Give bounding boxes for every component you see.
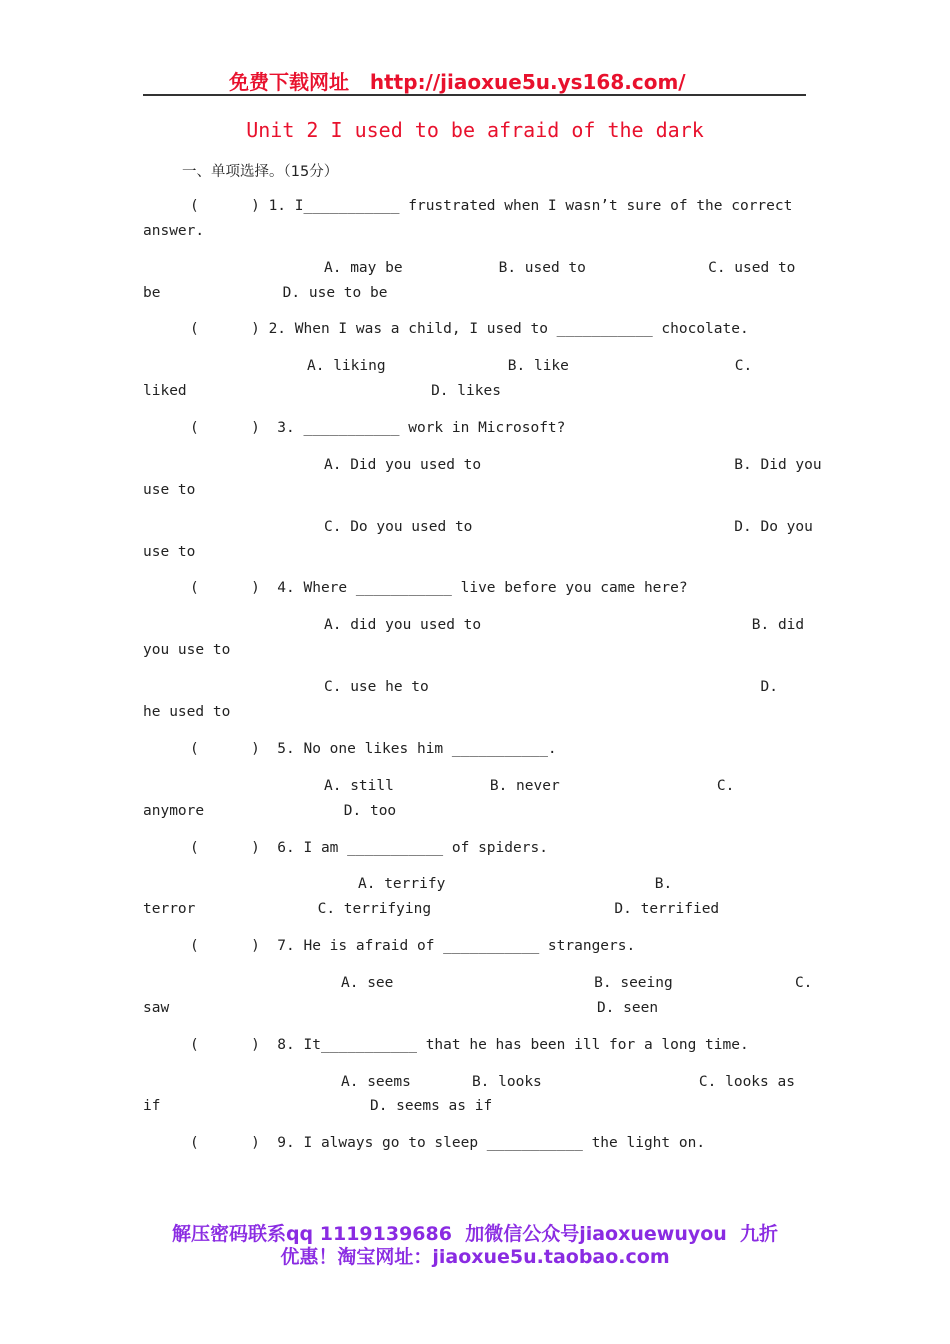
question-8-options: A. seems B. looks C. looks as: [341, 1074, 795, 1090]
question-7: ( ) 7. He is afraid of ___________ strangers.: [190, 938, 636, 954]
question-6-options: A. terrify B.: [358, 876, 673, 892]
footer-contact: 解压密码联系qq 1119139686 加微信公众号jiaoxuewuyou 九折: [171, 1223, 779, 1245]
page-title: Unit 2 I used to be afraid of the dark: [246, 118, 704, 142]
footer-taobao-link[interactable]: 优惠！淘宝网址：jiaoxue5u.taobao.com: [280, 1246, 670, 1268]
question-4: ( ) 4. Where ___________ live before you came here?: [190, 580, 688, 596]
question-7-options-cont: saw D. seen: [143, 1000, 659, 1016]
question-6-options-cont: terror C. terrifying D. terrified: [143, 901, 720, 917]
question-2: ( ) 2. When I was a child, I used to ___________ chocolate.: [190, 321, 749, 337]
question-9: ( ) 9. I always go to sleep ___________ the light on.: [190, 1135, 706, 1151]
question-6: ( ) 6. I am ___________ of spiders.: [190, 840, 548, 856]
question-7-options: A. see B. seeing C.: [341, 975, 813, 991]
question-2-options: A. liking B. like C.: [307, 358, 753, 374]
question-4-options-cd-cont: he used to: [143, 704, 231, 720]
question-4-options-ab-cont: you use to: [143, 642, 231, 658]
question-2-options-cont: liked D. likes: [143, 383, 501, 399]
question-8: ( ) 8. It___________ that he has been ill for a long time.: [190, 1037, 749, 1053]
question-1-options-cont: be D. use to be: [143, 285, 388, 301]
question-3: ( ) 3. ___________ work in Microsoft?: [190, 420, 566, 436]
question-8-options-cont: if D. seems as if: [143, 1098, 493, 1114]
question-3-options-cd-cont: use to: [143, 544, 196, 560]
question-5-options-cont: anymore D. too: [143, 803, 397, 819]
question-1: ( ) 1. I___________ frustrated when I wasn’t sure of the correct: [190, 198, 793, 214]
page-header: [143, 66, 806, 96]
question-3-options-cd: C. Do you used to D. Do you: [324, 519, 813, 535]
question-5: ( ) 5. No one likes him ___________.: [190, 741, 557, 757]
question-4-options-ab: A. did you used to B. did: [324, 617, 805, 633]
question-1-options: A. may be B. used to C. used to: [324, 260, 796, 276]
section-heading: 一、单项选择。（15分）: [182, 164, 339, 180]
question-3-options-ab-cont: use to: [143, 482, 196, 498]
header-download-link[interactable]: 免费下载网址 http://jiaoxue5u.ys168.com/: [229, 70, 686, 94]
question-3-options-ab: A. Did you used to B. Did you: [324, 457, 822, 473]
question-4-options-cd: C. use he to D.: [324, 679, 778, 695]
question-1-cont: answer.: [143, 223, 205, 239]
question-5-options: A. still B. never C.: [324, 778, 735, 794]
